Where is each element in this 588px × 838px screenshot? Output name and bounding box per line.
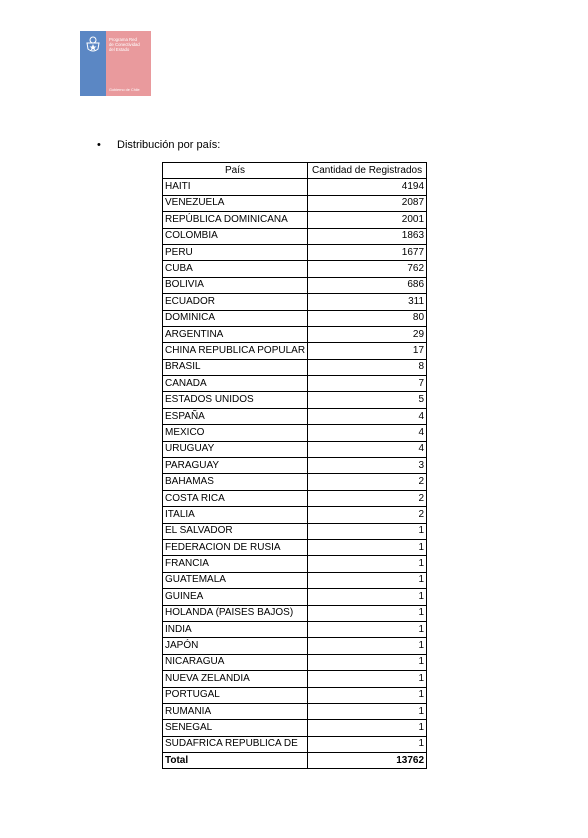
table-row [163, 736, 427, 752]
table-row [163, 507, 427, 523]
count-cell: 2 [308, 507, 427, 523]
table-row [163, 687, 427, 703]
country-cell: ARGENTINA [163, 326, 308, 342]
table-row [163, 294, 427, 310]
country-cell: BOLIVIA [163, 277, 308, 293]
count-cell: 2 [308, 474, 427, 490]
table-body [163, 179, 427, 769]
count-cell: 1 [308, 654, 427, 670]
country-cell: FRANCIA [163, 556, 308, 572]
count-cell: 4 [308, 441, 427, 457]
count-cell: 2001 [308, 212, 427, 228]
logo-red-band [106, 31, 151, 96]
country-cell: CHINA REPUBLICA POPULAR [163, 343, 308, 359]
country-cell: ESPAÑA [163, 408, 308, 424]
country-cell: ITALIA [163, 507, 308, 523]
country-cell: DOMINICA [163, 310, 308, 326]
count-cell: 762 [308, 261, 427, 277]
country-cell: REPÚBLICA DOMINICANA [163, 212, 308, 228]
table-header-row [163, 163, 427, 179]
count-cell: 1 [308, 556, 427, 572]
count-cell: 1 [308, 621, 427, 637]
country-cell: HAITI [163, 179, 308, 195]
count-cell: 1 [308, 605, 427, 621]
country-cell: GUATEMALA [163, 572, 308, 588]
table-row [163, 326, 427, 342]
table-row [163, 179, 427, 195]
country-cell: NUEVA ZELANDIA [163, 671, 308, 687]
government-logo [80, 31, 151, 96]
table-row [163, 228, 427, 244]
table-row [163, 703, 427, 719]
table-row [163, 572, 427, 588]
table-row [163, 195, 427, 211]
count-cell: 29 [308, 326, 427, 342]
country-cell: COLOMBIA [163, 228, 308, 244]
country-cell: PARAGUAY [163, 458, 308, 474]
coat-of-arms-icon [83, 34, 103, 54]
count-cell: 2 [308, 490, 427, 506]
table-row [163, 720, 427, 736]
table-row [163, 654, 427, 670]
logo-program-name: Programa Red de Conectividad del Estado [109, 37, 140, 52]
table-row [163, 490, 427, 506]
table-row [163, 539, 427, 555]
country-cell: FEDERACION DE RUSIA [163, 539, 308, 555]
table-row [163, 638, 427, 654]
table-row [163, 425, 427, 441]
country-cell: JAPÓN [163, 638, 308, 654]
count-cell: 4 [308, 425, 427, 441]
count-cell: 1 [308, 572, 427, 588]
count-cell: 1 [308, 687, 427, 703]
country-cell: RUMANIA [163, 703, 308, 719]
count-cell: 1 [308, 589, 427, 605]
country-cell: URUGUAY [163, 441, 308, 457]
table-row [163, 408, 427, 424]
table-row [163, 556, 427, 572]
table-row [163, 277, 427, 293]
count-cell: 17 [308, 343, 427, 359]
count-cell: 3 [308, 458, 427, 474]
total-count: 13762 [308, 753, 427, 769]
count-cell: 5 [308, 392, 427, 408]
header-count: Cantidad de Registrados [308, 163, 427, 179]
country-cell: ECUADOR [163, 294, 308, 310]
table-row [163, 343, 427, 359]
table-row [163, 441, 427, 457]
count-cell: 7 [308, 376, 427, 392]
total-label: Total [163, 753, 308, 769]
logo-blue-band [80, 31, 106, 96]
header-country: País [163, 163, 308, 179]
total-row [163, 753, 427, 769]
country-cell: PORTUGAL [163, 687, 308, 703]
country-distribution-table [162, 162, 427, 769]
country-cell: SENEGAL [163, 720, 308, 736]
count-cell: 1677 [308, 244, 427, 260]
country-cell: BAHAMAS [163, 474, 308, 490]
count-cell: 2087 [308, 195, 427, 211]
country-cell: ESTADOS UNIDOS [163, 392, 308, 408]
table-row [163, 244, 427, 260]
count-cell: 1 [308, 523, 427, 539]
country-cell: INDIA [163, 621, 308, 637]
table-row [163, 458, 427, 474]
country-cell: PERU [163, 244, 308, 260]
country-cell: NICARAGUA [163, 654, 308, 670]
table-row [163, 523, 427, 539]
table-row [163, 392, 427, 408]
country-cell: SUDAFRICA REPUBLICA DE [163, 736, 308, 752]
country-cell: MEXICO [163, 425, 308, 441]
table-row [163, 261, 427, 277]
count-cell: 1 [308, 736, 427, 752]
logo-government-name: Gobierno de Chile [109, 88, 140, 92]
table-row [163, 376, 427, 392]
section-title: Distribución por país: [117, 139, 221, 151]
table-row [163, 671, 427, 687]
bullet-point: • [97, 139, 101, 151]
section-heading [97, 139, 220, 151]
country-cell: GUINEA [163, 589, 308, 605]
table-row [163, 605, 427, 621]
count-cell: 80 [308, 310, 427, 326]
count-cell: 1 [308, 671, 427, 687]
table-row [163, 359, 427, 375]
count-cell: 686 [308, 277, 427, 293]
table-row [163, 212, 427, 228]
count-cell: 1 [308, 638, 427, 654]
table-row [163, 621, 427, 637]
count-cell: 1 [308, 539, 427, 555]
country-cell: VENEZUELA [163, 195, 308, 211]
table-row [163, 310, 427, 326]
count-cell: 1 [308, 720, 427, 736]
count-cell: 1863 [308, 228, 427, 244]
country-cell: BRASIL [163, 359, 308, 375]
table-row [163, 474, 427, 490]
count-cell: 311 [308, 294, 427, 310]
country-cell: EL SALVADOR [163, 523, 308, 539]
count-cell: 1 [308, 703, 427, 719]
count-cell: 8 [308, 359, 427, 375]
count-cell: 4 [308, 408, 427, 424]
table-row [163, 589, 427, 605]
count-cell: 4194 [308, 179, 427, 195]
country-cell: CANADA [163, 376, 308, 392]
country-cell: COSTA RICA [163, 490, 308, 506]
country-cell: HOLANDA (PAISES BAJOS) [163, 605, 308, 621]
country-cell: CUBA [163, 261, 308, 277]
